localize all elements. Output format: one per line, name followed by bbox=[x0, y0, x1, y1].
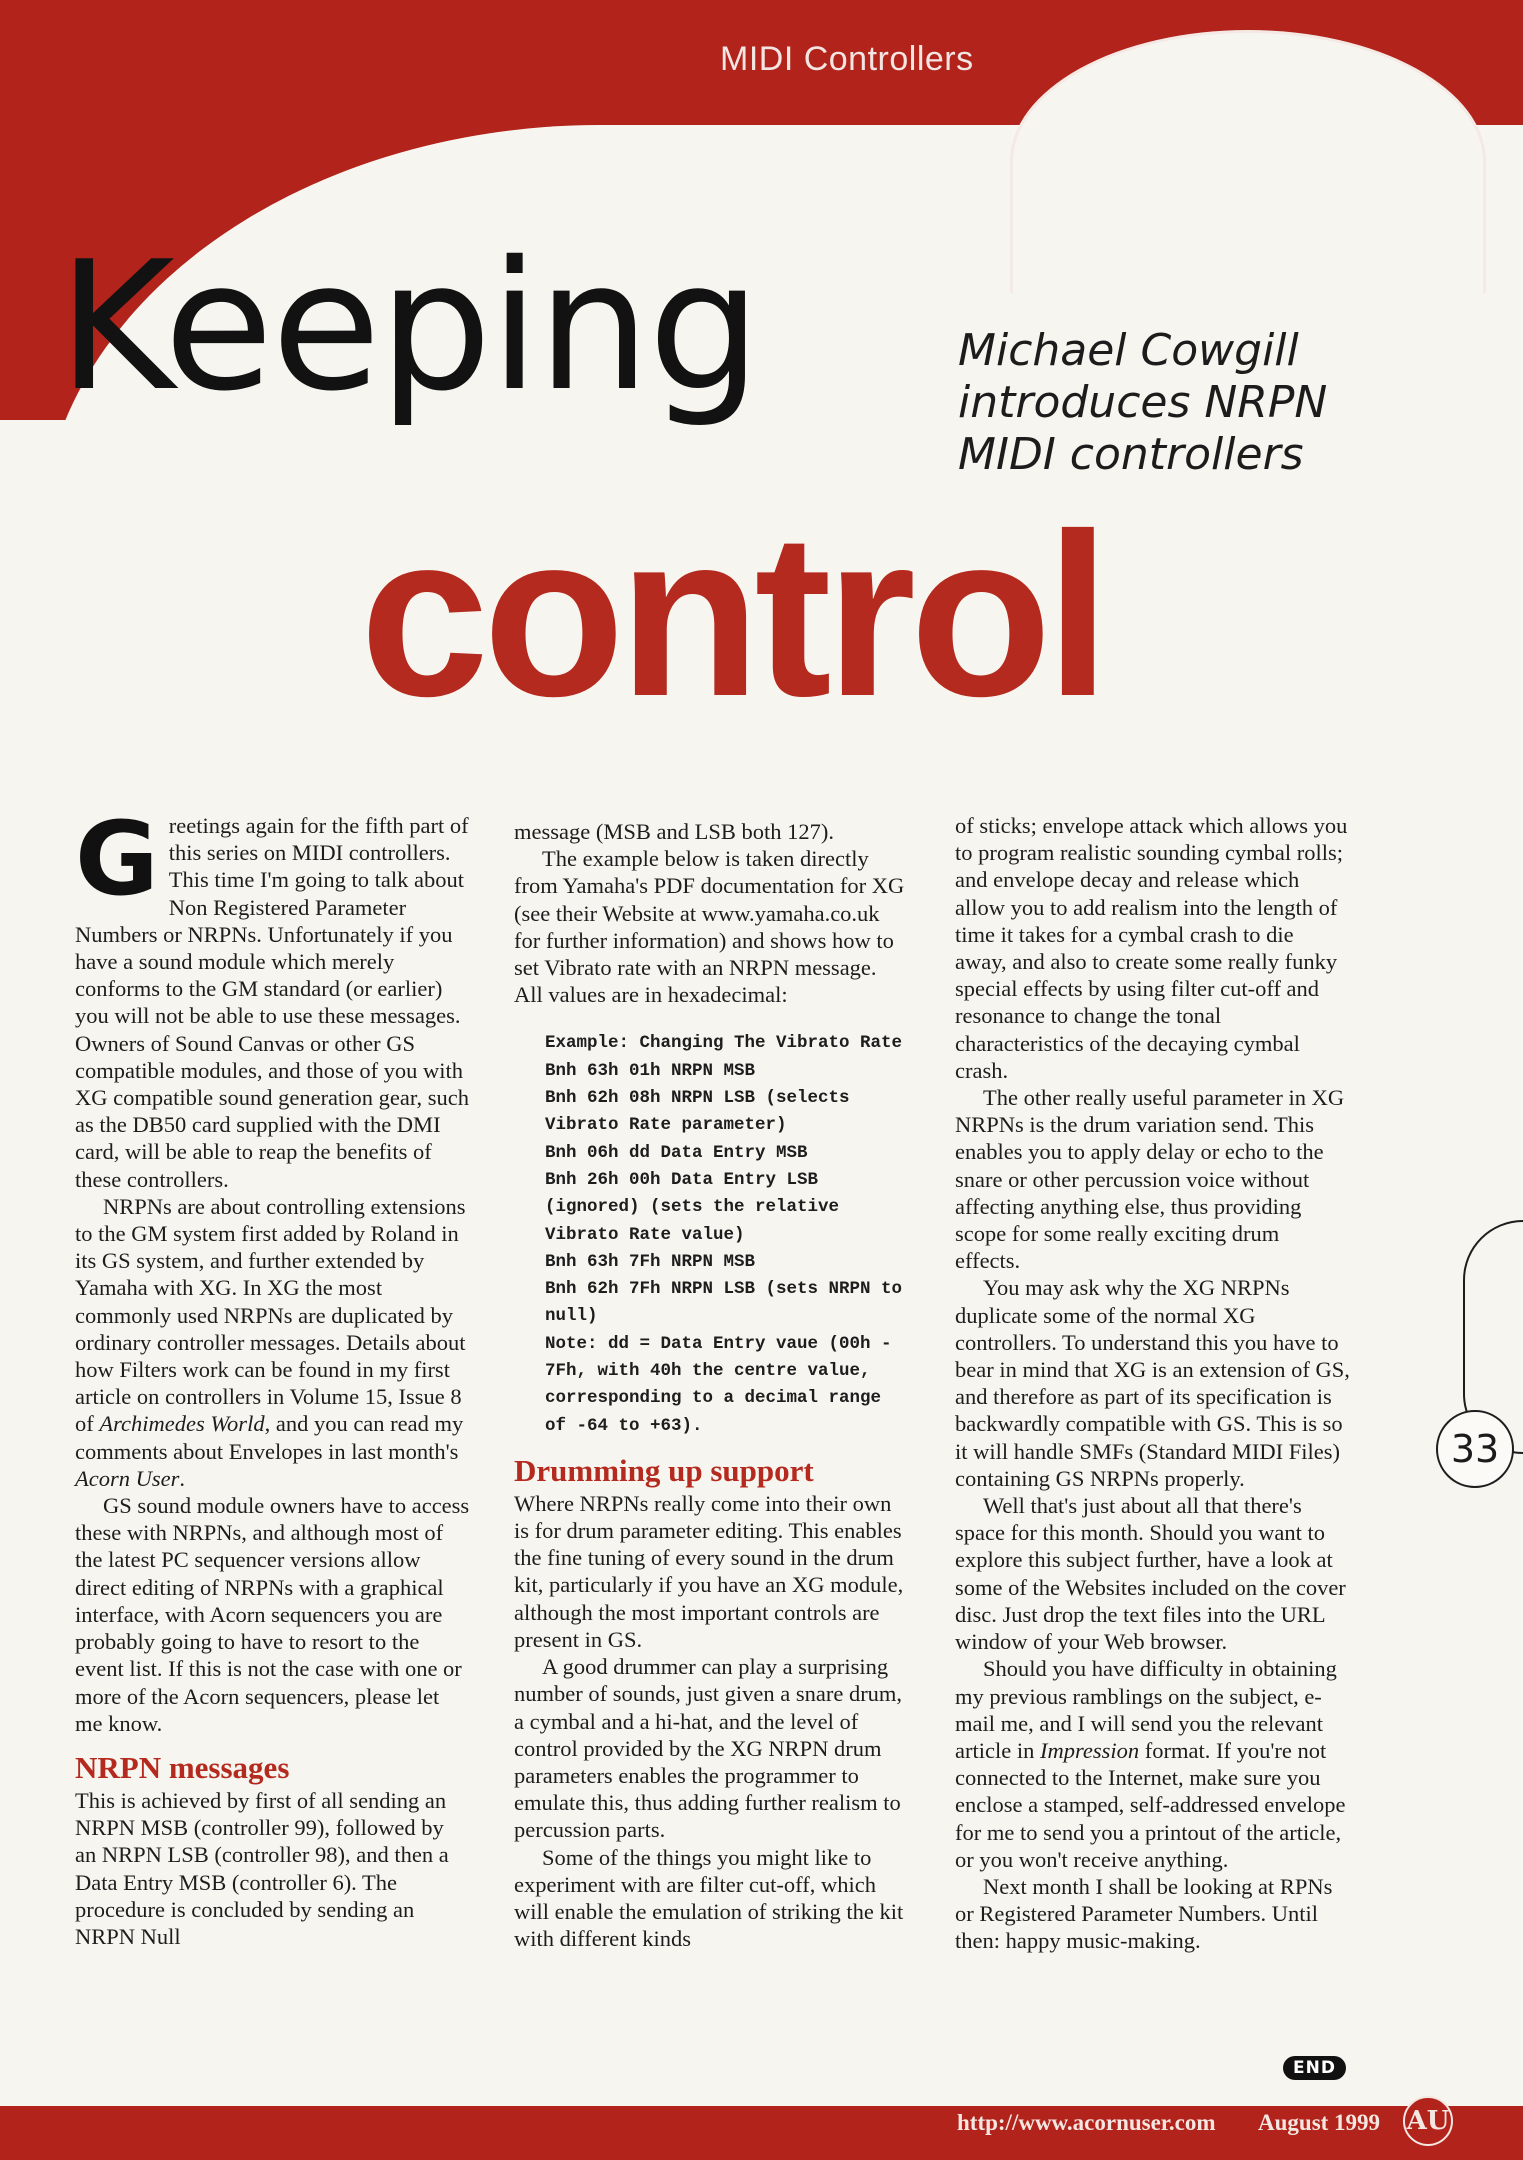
headline-control: control bbox=[360, 486, 1105, 745]
footer-date: August 1999 bbox=[1258, 2110, 1381, 2135]
code-example: Example: Changing The Vibrato Rate Bnh 63h 01h NRPN MSB Bnh 62h 08h NRPN LSB (selects Vibrato Rate parameter) Bnh 06h dd Data Entry MSB Bnh 26h 00h Data Entry LSB (ignored) (sets the relative Vibrato Rate value) Bnh 63h 7Fh NRPN MSB Bnh 62h 7Fh NRPN LSB (sets NRPN to null) Note: dd = Data Entry vaue (00h - 7Fh, with 40h the centre value, corresponding to a decimal range of -64 to +63). bbox=[545, 1033, 903, 1436]
paragraph: This is achieved by first of all sending an NRPN MSB (controller 99), followed by an NRPN LSB (controller 98), and then a Data Entry MSB (controller 6). The procedure is concluded by sending an NRPN Null bbox=[75, 1787, 449, 1949]
page-number: 33 bbox=[1436, 1410, 1514, 1488]
header-tab-arc bbox=[1010, 30, 1486, 293]
byline-line2: introduces NRPN bbox=[958, 376, 1328, 428]
byline-line3: MIDI controllers bbox=[958, 428, 1304, 480]
paragraph: Next month I shall be looking at RPNs or Registered Parameter Numbers. Until then: happy music-making. bbox=[955, 1873, 1333, 1954]
end-badge: END bbox=[1283, 2056, 1346, 2080]
headline-keeping: Keeping bbox=[58, 223, 760, 430]
paragraph: Where NRPNs really come into their own is for drum parameter editing. This enables the fine tuning of every sound in the drum kit, particularly if you have an XG module, although the most important controls are present in GS. bbox=[514, 1490, 904, 1652]
paragraph: NRPNs are about controlling extensions to the GM system first added by Roland in its GS system, and further extended by Yamaha with XG. In XG the most commonly used NRPNs are duplicated by ordinary controller messages. Details about how Filters work can be found in my first article on controllers in Volume 15, Issue 8 of Archimedes World, and you can read my comments about Envelopes in last month's Acorn User. bbox=[75, 1193, 466, 1491]
paragraph: The other really useful parameter in XG NRPNs is the drum variation send. This enables you to apply delay or echo to the snare or other percussion voice without affecting anything else, thus providing scope for some really exciting drum effects. bbox=[955, 1085, 1345, 1274]
paragraph: message (MSB and LSB both 127). bbox=[514, 819, 834, 844]
subheading-drumming-up-support: Drumming up support bbox=[514, 1452, 814, 1488]
paragraph: Some of the things you might like to experiment with are filter cut-off, which will enable the emulation of striking the kit with different kinds bbox=[514, 1844, 904, 1952]
drop-cap: G bbox=[75, 800, 159, 919]
byline bbox=[958, 325, 1327, 481]
footer-url[interactable]: http://www.acornuser.com bbox=[957, 2110, 1216, 2135]
byline-author: Michael Cowgill bbox=[958, 325, 1299, 376]
section-label: MIDI Controllers bbox=[720, 40, 974, 78]
paragraph: of sticks; envelope attack which allows you to program realistic sounding cymbal rolls; and envelope decay and release which allow you to add realism into the length of time it takes for a cymbal crash to die away, and also to create some really funky special effects by using filter cut-off and resonance to change the tonal characteristics of the decaying cymbal crash. bbox=[955, 813, 1348, 1083]
article-column-2 bbox=[514, 818, 909, 1952]
article-column-3 bbox=[955, 812, 1350, 1955]
paragraph: The example below is taken directly from Yamaha's PDF documentation for XG (see their Website at www.yamaha.co.uk for further information) and shows how to set Vibrato rate with an NRPN message. All values are in hexadecimal: bbox=[514, 846, 905, 1008]
subheading-nrpn-messages: NRPN messages bbox=[75, 1749, 290, 1785]
paragraph: GS sound module owners have to access these with NRPNs, and although most of the latest PC sequencer versions allow direct editing of NRPNs with a graphical interface, with Acorn sequencers you are probably going to have to resort to the event list. If this is not the case with one or more of the Acorn sequencers, please let me know. bbox=[75, 1493, 470, 1736]
paragraph: Well that's just about all that there's space for this month. Should you want to explore this subject further, have a look at some of the Websites included on the cover disc. Just drop the text files into the URL window of your Web browser. bbox=[955, 1493, 1346, 1655]
acorn-user-logo: AU bbox=[1403, 2096, 1453, 2146]
article-column-1 bbox=[75, 800, 470, 1950]
paragraph: Should you have difficulty in obtaining my previous ramblings on the subject, e-mail me, and I will send you the relevant article in Impression format. If you're not connected to the Internet, make sure you enclose a stamped, self-addressed envelope for me to send you a printout of the article, or you won't receive anything. bbox=[955, 1656, 1346, 1872]
paragraph: You may ask why the XG NRPNs duplicate some of the normal XG controllers. To understand this you have to bear in mind that XG is an extension of GS, and therefore as part of its specification is backwardly compatible with GS. This is so it will handle SMFs (Standard MIDI Files) containing GS NRPNs properly. bbox=[955, 1275, 1350, 1491]
paragraph: A good drummer can play a surprising number of sounds, just given a snare drum, a cymbal and a hi-hat, and the level of control provided by the XG NRPN drum parameters enables the programmer to emulate this, thus adding further realism to percussion parts. bbox=[514, 1654, 903, 1843]
paragraph: Greetings again for the fifth part of this series on MIDI controllers. This time I'm going to talk about Non Registered Parameter Numbers or NRPNs. Unfortunately if you have a sound module which merely conforms to the GM standard (or earlier) you will not be able to use these messages. Owners of Sound Canvas or other GS compatible modules, and those of you with XG compatible sound generation gear, such as the DB50 card supplied with the DMI card, will be able to reap the benefits of these controllers. bbox=[75, 800, 469, 1192]
